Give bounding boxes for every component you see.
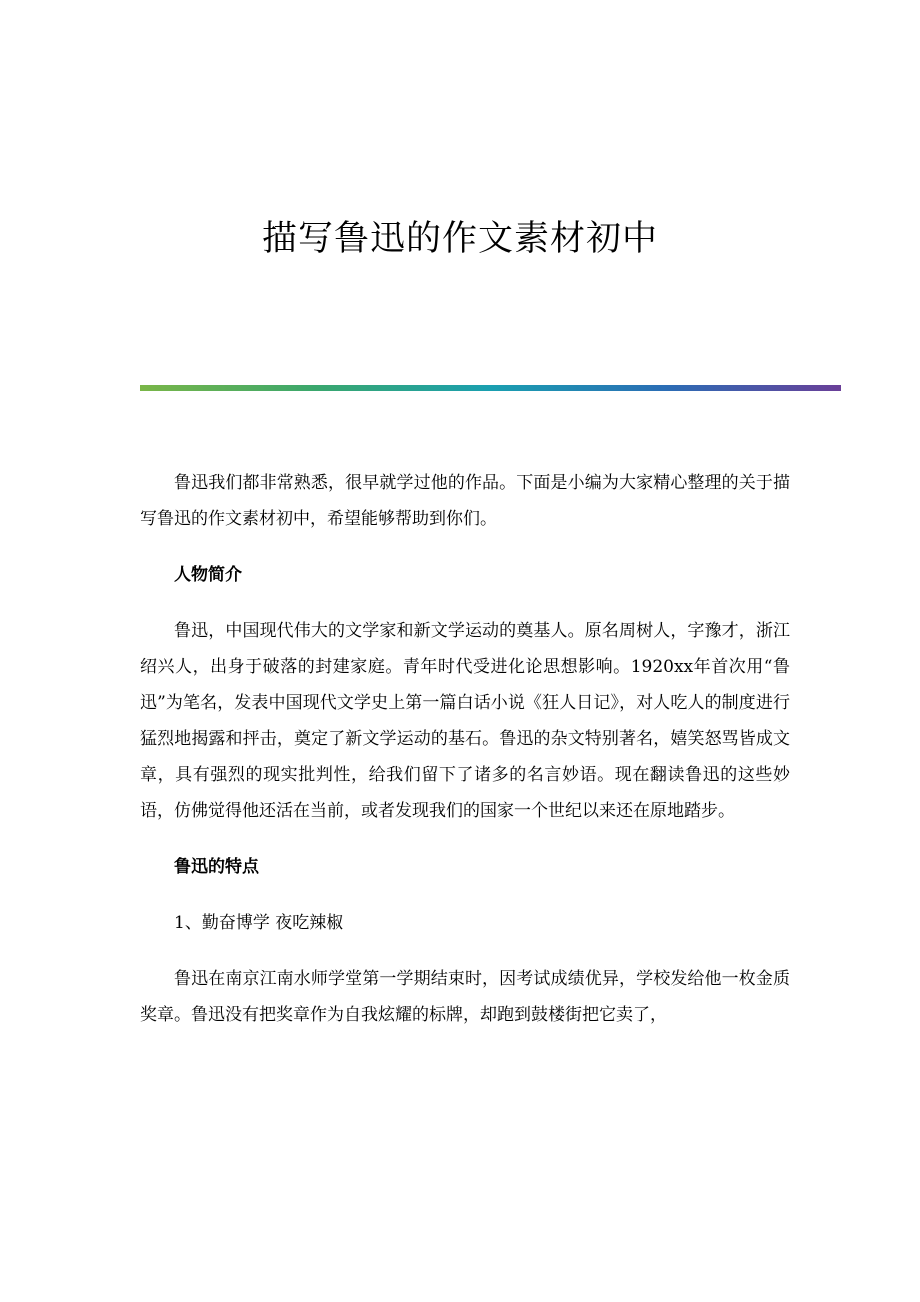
document-body [140,465,790,1053]
section-heading-traits: 鲁迅的特点 [174,857,259,877]
diligence-paragraph: 鲁迅在南京江南水师学堂第一学期结束时，因考试成绩优异，学校发给他一枚金质奖章。鲁迅没有把奖章作为自我炫耀的标牌，却跑到鼓楼街把它卖了， [140,969,790,1025]
section-heading-profile: 人物简介 [174,565,242,585]
document-title: 描写鲁迅的作文素材初中 [261,219,658,259]
intro-paragraph: 鲁迅我们都非常熟悉，很早就学过他的作品。下面是小编为大家精心整理的关于描写鲁迅的作文素材初中，希望能够帮助到你们。 [140,473,790,529]
title-divider [140,385,841,391]
subsection-heading-diligence: 1、勤奋博学 夜吃辣椒 [174,913,344,933]
profile-paragraph: 鲁迅，中国现代伟大的文学家和新文学运动的奠基人。原名周树人，字豫才，浙江绍兴人，出身于破落的封建家庭。青年时代受进化论思想影响。1920xx年首次用“鲁迅”为笔名，发表中国现代文学史上第一篇白话小说《狂人日记》，对人吃人的制度进行猛烈地揭露和抨击，奠定了新文学运动的基石。鲁迅的杂文特别著名，嬉笑怒骂皆成文章，具有强烈的现实批判性，给我们留下了诸多的名言妙语。现在翻读鲁迅的这些妙语，仿佛觉得他还活在当前，或者发现我们的国家一个世纪以来还在原地踏步。 [140,621,790,821]
